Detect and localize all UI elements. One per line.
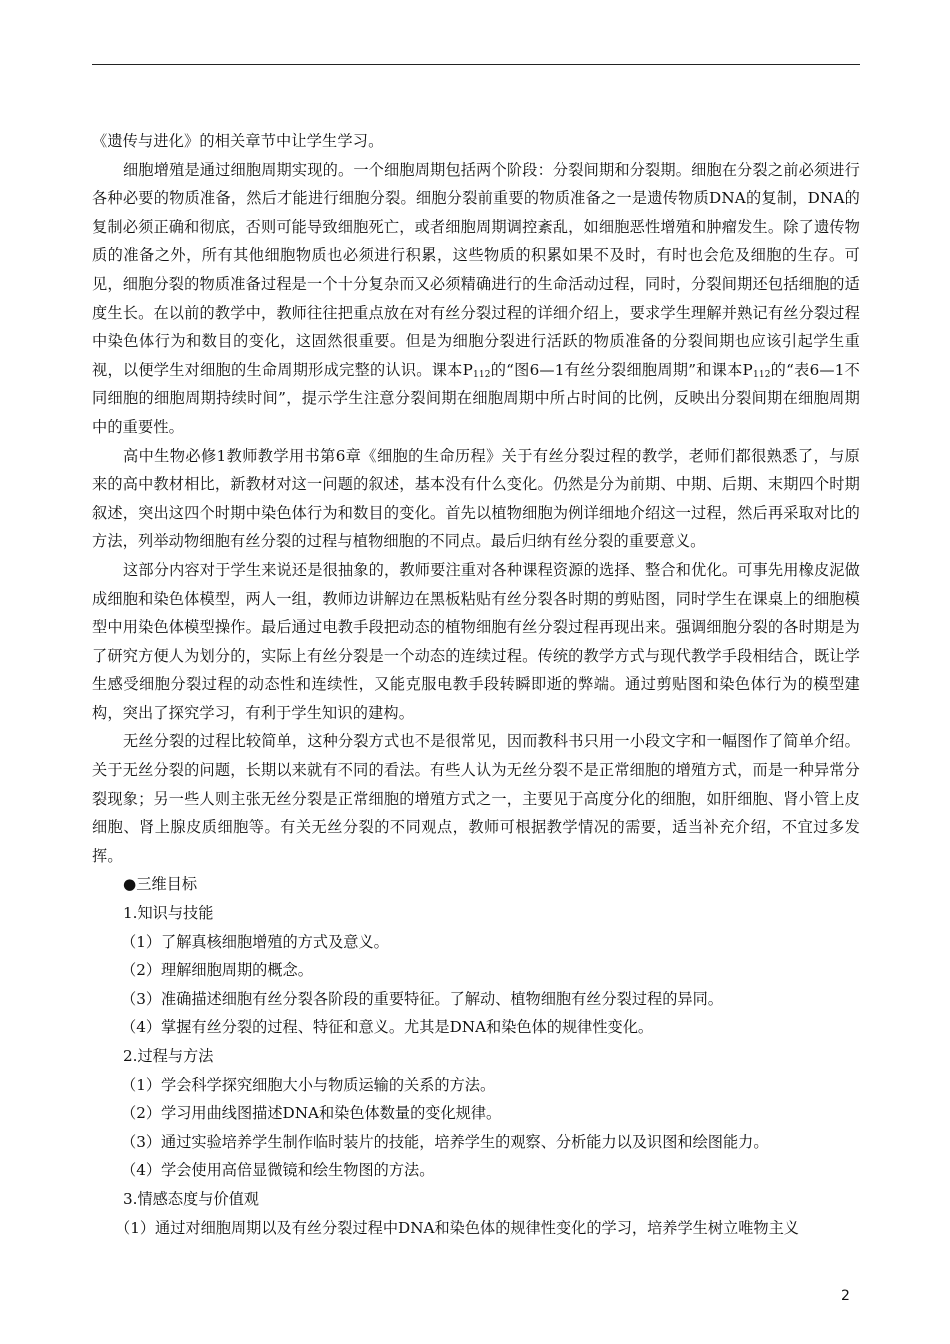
list-item: （1）学会科学探究细胞大小与物质运输的关系的方法。 [121, 1075, 496, 1094]
list-item: （3）通过实验培养学生制作临时装片的技能，培养学生的观察、分析能力以及识图和绘图能力。 [121, 1132, 769, 1151]
paragraph-continuation: 《遗传与进化》的相关章节中让学生学习。 [92, 132, 384, 150]
section-process-title: 2.过程与方法 [123, 1047, 214, 1065]
page-body [92, 127, 860, 1242]
list-item: （1）了解真核细胞增殖的方式及意义。 [121, 932, 389, 951]
goals-heading: ●三维目标 [123, 875, 198, 894]
page-number: 2 [841, 1288, 850, 1304]
paragraph-teaching-resources: 这部分内容对于学生来说还是很抽象的，教师要注重对各种课程资源的选择、整合和优化。可事先用橡皮泥做成细胞和染色体模型，两人一组，教师边讲解边在黑板粘贴有丝分裂各时期的剪贴图，同时学生在课桌上的细胞模型中用染色体模型操作。最后通过电教手段把动态的植物细胞有丝分裂过程再现出来。强调细胞分裂的各时期是为了研究方便人为划分的，实际上有丝分裂是一个动态的连续过程。传统的教学方式与现代教学手段相结合，既让学生感受细胞分裂过程的动态性和连续性，又能克服电教手段转瞬即逝的弊端。通过剪贴图和染色体行为的模型建构，突出了探究学习，有利于学生知识的建构。 [92, 560, 860, 722]
list-item: （3）准确描述细胞有丝分裂各阶段的重要特征。了解动、植物细胞有丝分裂过程的异同。 [121, 989, 723, 1008]
list-item: （2）理解细胞周期的概念。 [121, 961, 313, 980]
paragraph-cell-cycle: 细胞增殖是通过细胞周期实现的。一个细胞周期包括两个阶段：分裂间期和分裂期。细胞在分裂之前必须进行各种必要的物质准备，然后才能进行细胞分裂。细胞分裂前重要的物质准备之一是遗传物质DNA的复制，DNA的复制必须正确和彻底，否则可能导致细胞死亡，或者细胞周期调控紊乱，如细胞恶性增殖和肿瘤发生。除了遗传物质的准备之外，所有其他细胞物质也必须进行积累，这些物质的积累如果不及时，有时也会危及细胞的生存。可见，细胞分裂的物质准备过程是一个十分复杂而又必须精确进行的生命活动过程，同时，分裂间期还包括细胞的适度生长。在以前的教学中，教师往往把重点放在对有丝分裂过程的详细介绍上，要求学生理解并熟记有丝分裂过程中染色体行为和数目的变化，这固然很重要。但是为细胞分裂进行活跃的物质准备的分裂间期也应该引起学生重视，以便学生对细胞的生命周期形成完整的认识。课本$P_{112}$的“图6—1有丝分裂细胞周期”和课本$P_{112}$的“表6—1不同细胞的细胞周期持续时间”，提示学生注意分裂间期在细胞周期中所占时间的比例，反映出分裂间期在细胞周期中的重要性。 [92, 160, 860, 436]
list-item: （1）通过对细胞周期以及有丝分裂过程中DNA和染色体的规律性变化的学习，培养学生树立唯物主义 [115, 1218, 799, 1237]
list-item: （4）学会使用高倍显微镜和绘生物图的方法。 [121, 1161, 435, 1180]
paragraph-mitosis-teaching: 高中生物必修1教师教学用书第6章《细胞的生命历程》关于有丝分裂过程的教学，老师们都很熟悉了，与原来的高中教材相比，新教材对这一问题的叙述，基本没有什么变化。仍然是分为前期、中期、后期、末期四个时期叙述，突出这四个时期中染色体行为和数目的变化。首先以植物细胞为例详细地介绍这一过程，然后再采取对比的方法，列举动物细胞有丝分裂的过程与植物细胞的不同点。最后归纳有丝分裂的重要意义。 [92, 446, 860, 551]
list-item: （4）掌握有丝分裂的过程、特征和意义。尤其是DNA和染色体的规律性变化。 [121, 1018, 654, 1037]
header-rule [92, 64, 860, 65]
list-item: （2）学习用曲线图描述DNA和染色体数量的变化规律。 [121, 1104, 502, 1123]
section-knowledge-title: 1.知识与技能 [123, 904, 214, 923]
paragraph-amitosis: 无丝分裂的过程比较简单，这种分裂方式也不是很常见，因而教科书只用一小段文字和一幅图作了简单介绍。关于无丝分裂的问题，长期以来就有不同的看法。有些人认为无丝分裂不是正常细胞的增殖方式，而是一种异常分裂现象；另一些人则主张无丝分裂是正常细胞的增殖方式之一，主要见于高度分化的细胞，如肝细胞、肾小管上皮细胞、肾上腺皮质细胞等。有关无丝分裂的不同观点，教师可根据教学情况的需要，适当补充介绍，不宜过多发挥。 [92, 732, 860, 865]
section-attitude-title: 3.情感态度与价值观 [123, 1189, 259, 1208]
